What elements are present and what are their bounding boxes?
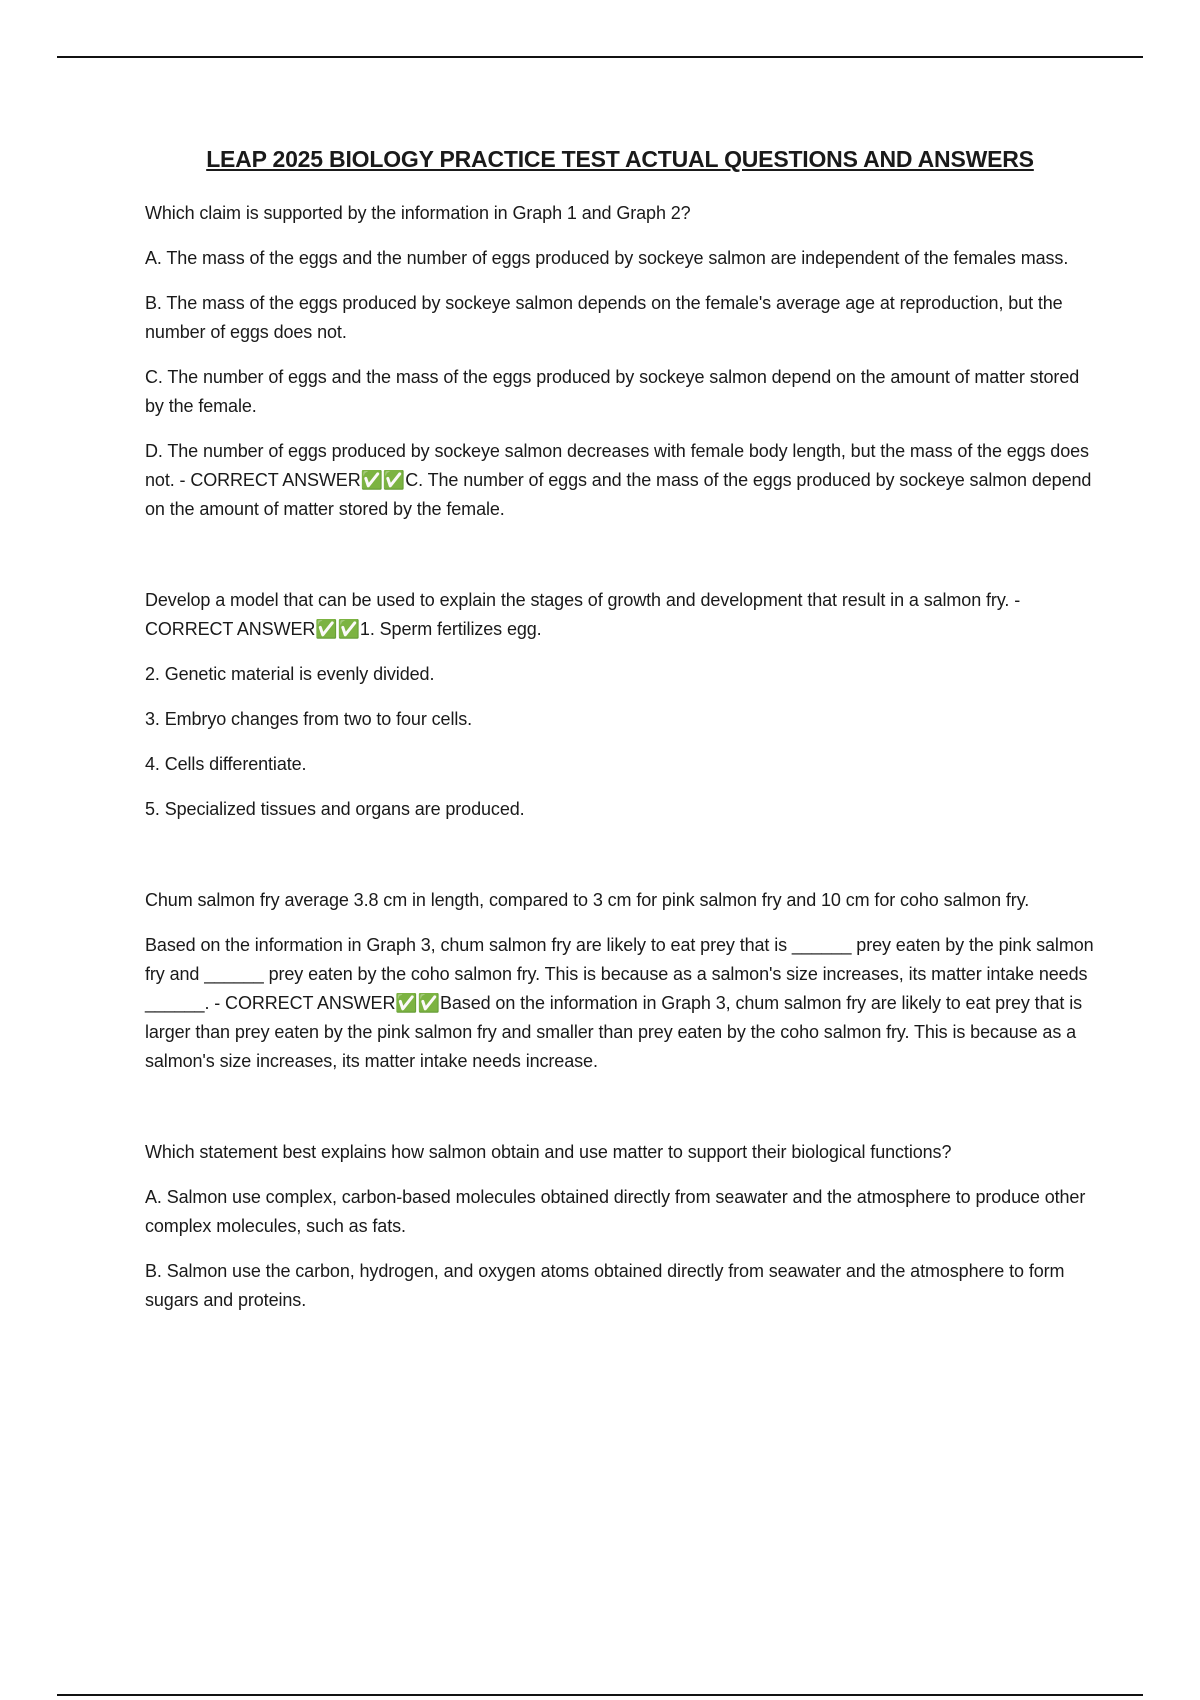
answer-option-a: A. The mass of the eggs and the number of eggs produced by sockeye salmon are independent of the females mass. — [145, 248, 1069, 268]
answer-step-2: 2. Genetic material is evenly divided. — [145, 664, 435, 684]
footer-rule — [57, 1694, 1143, 1696]
document-body — [145, 146, 1095, 1331]
answer-step-4: 4. Cells differentiate. — [145, 754, 307, 774]
answer-step-5: 5. Specialized tissues and organs are produced. — [145, 799, 525, 819]
question-text-with-correct-answer: Develop a model that can be used to explain the stages of growth and development that result in a salmon fry. - CORRECT ANSWER✅✅1. Sperm fertilizes egg. — [145, 590, 1021, 639]
question-block-4 — [145, 1138, 1095, 1315]
answer-option-a: A. Salmon use complex, carbon-based molecules obtained directly from seawater and the atmosphere to produce other complex molecules, such as fats. — [145, 1187, 1086, 1236]
block-spacer — [145, 840, 1095, 886]
block-spacer — [145, 540, 1095, 586]
answer-option-b: B. The mass of the eggs produced by sockeye salmon depends on the female's average age at reproduction, but the number of eggs does not. — [145, 293, 1063, 342]
answer-option-c: C. The number of eggs and the mass of the eggs produced by sockeye salmon depend on the amount of matter stored by the female. — [145, 367, 1080, 416]
question-block-3 — [145, 886, 1095, 1076]
question-text: Which claim is supported by the information in Graph 1 and Graph 2? — [145, 203, 691, 223]
block-spacer — [145, 1092, 1095, 1138]
question-text: Which statement best explains how salmon obtain and use matter to support their biological functions? — [145, 1142, 952, 1162]
header-rule — [57, 56, 1143, 58]
answer-step-3: 3. Embryo changes from two to four cells. — [145, 709, 473, 729]
document-title: LEAP 2025 BIOLOGY PRACTICE TEST ACTUAL QUESTIONS AND ANSWERS — [206, 146, 1034, 172]
answer-option-d-with-correct-answer: D. The number of eggs produced by sockeye salmon decreases with female body length, but the mass of the eggs does not. - CORRECT ANSWER✅✅C. The number of eggs and the mass of the eggs produced by sockeye salmon depend on the amount of matter stored by the female. — [145, 441, 1092, 519]
question-context: Chum salmon fry average 3.8 cm in length, compared to 3 cm for pink salmon fry and 10 cm for coho salmon fry. — [145, 890, 1030, 910]
question-block-2 — [145, 586, 1095, 824]
answer-option-b: B. Salmon use the carbon, hydrogen, and oxygen atoms obtained directly from seawater and the atmosphere to form sugars and proteins. — [145, 1261, 1065, 1310]
question-text-with-correct-answer: Based on the information in Graph 3, chum salmon fry are likely to eat prey that is ______ prey eaten by the pink salmon fry and ______ prey eaten by the coho salmon fry. This is because as a salmon's size increases, its matter intake needs ______. - CORRECT ANSWER✅✅Based on the information in Graph 3, chum salmon fry are likely to eat prey that is larger than prey eaten by the pink salmon fry and smaller than prey eaten by the coho salmon fry. This is because as a salmon's size increases, its matter intake needs increase. — [145, 935, 1094, 1071]
question-block-1 — [145, 199, 1095, 524]
